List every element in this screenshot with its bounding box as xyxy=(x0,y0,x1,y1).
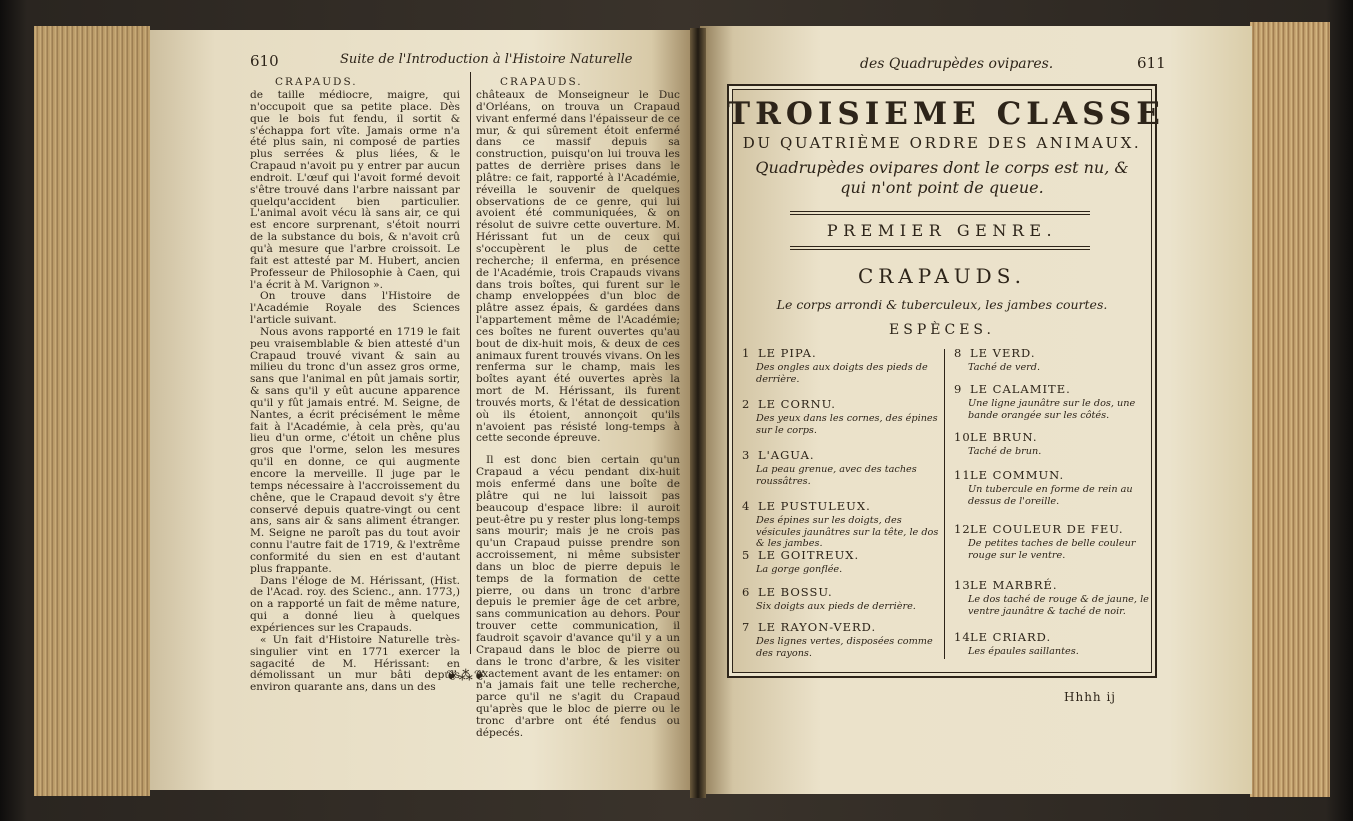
class-title: TROISIEME CLASSE xyxy=(727,96,1165,132)
species-name: LE COMMUN. xyxy=(970,468,1065,482)
species-description: La gorge gonflée. xyxy=(756,564,843,575)
genus-description: Le corps arrondi & tuberculeux, les jambes courtes. xyxy=(776,297,1108,312)
paragraph: Nous avons rapporté en 1719 le fait peu vraisemblable & bien attesté d'un Crapaud trouvé vivant & sain au milieu du tronc d'un assez gros orme, sans que l'animal en pût jamais sortir, & sans qu'il y eût aucune apparence qu'il y fût jamais entré. M. Seigne, de Nantes, a écrit précisément le même fait à l'Académie, à cela près, qu'au lieu d'un orme, c'étoit un chêne plus gros que l'orme, selon les mesures qu'il en donne, ce qui augmente encore la merveille. Il juge par le temps nécessaire à l'accroissement du chêne, que le Crapaud devoit s'y être conservé depuis quatre-vingt ou cent ans, sans air & sans aliment étranger. M. Seigne ne paroît pas du tout avoir connu l'autre fait de 1719, & l'extrême conformité du sien en est d'autant plus frappante. xyxy=(250,325,460,575)
left-text-column xyxy=(250,90,460,694)
species-name: LE MARBRÉ. xyxy=(970,578,1058,592)
genus-name: CRAPAUDS. xyxy=(857,264,1027,288)
species-number: 7 xyxy=(742,620,751,634)
species-description: Des yeux dans les cornes, des épines sur le corps. xyxy=(756,413,938,436)
paragraph: châteaux de Monseigneur le Duc d'Orléans, on trouva un Crapaud vivant enfermé dans l'épaisseur de ce mur, & qui sûrement étoit enfermé dans ce massif depuis sa construction, puisqu'on lui trouva les pattes de derrière prises dans le plâtre: ce fait, rapporté à l'Académie, réveilla le souvenir de quelques observations de ce genre, qui lui avoient été communiquées, & on résolut de suivre cette ouverture. M. Hérissant fut un de ceux qui s'occupèrent le plus de cette recherche; il enferma, en présence de l'Académie, trois Crapauds vivans dans trois boîtes, qui furent sur le champ enveloppées d'un bloc de plâtre assez épais, & gardées dans l'appartement même de l'Académie; ces boîtes ne furent ouvertes qu'au bout de dix-huit mois, & deux de ces animaux furent trouvés vivans. On les renferma sur le champ, mais les boîtes ayant été ouvertes après la mort de M. Hérissant, ils furent trouvés morts, & l'état de dessication où ils étoient, annonçoit qu'ils n'avoient pas résisté long-temps à cette seconde épreuve. xyxy=(476,89,680,445)
species-number: 8 xyxy=(954,346,963,360)
species-name: LE PUSTULEUX. xyxy=(758,499,871,513)
species-item xyxy=(954,382,1154,421)
right-page-stack xyxy=(1250,22,1330,797)
species-item xyxy=(954,630,1154,658)
species-description: Des ongles aux doigts des pieds de derrière. xyxy=(756,362,928,385)
genus-title: PREMIER GENRE. xyxy=(826,221,1058,240)
paragraph: Il est donc bien certain qu'un Crapaud a vécu pendant dix-huit mois enfermé dans une boîte de plâtre qui ne lui laissoit pas beaucoup d'espace libre: il auroit peut-être pu y rester plus long-temps sans mourir; mais je ne crois pas qu'un Crapaud puisse prendre son accroissement, ni même subsister dans un bloc de pierre depuis le temps de la formation de cette pierre, ou dans un tronc d'arbre depuis le premier âge de cet arbre, sans communication au dehors. Pour trouver cette communication, il faudroit sçavoir d'avance qu'il y a un Crapaud dans le bloc de pierre ou dans le tronc d'arbre, & les visiter exactement avant de les entamer: on n'a jamais fait une telle recherche, parce qu'il ne s'agit du Crapaud qu'après que le bloc de pierre ou le tronc d'arbre ont été fendus ou dépecés. xyxy=(476,454,680,739)
column-divider xyxy=(470,72,471,654)
species-name: LE BOSSU. xyxy=(758,585,833,599)
species-item xyxy=(742,548,942,576)
species-item xyxy=(742,346,942,385)
species-name: LE CRIARD. xyxy=(970,630,1052,644)
species-name: LE CALAMITE. xyxy=(970,382,1071,396)
right-page-number: 611 xyxy=(1137,54,1166,72)
species-item xyxy=(954,522,1154,561)
species-name: LE CORNU. xyxy=(758,397,836,411)
species-name: LE VERD. xyxy=(970,346,1036,360)
left-page-number: 610 xyxy=(250,52,279,70)
species-name: LE PIPA. xyxy=(758,346,817,360)
left-column-heading: CRAPAUDS. xyxy=(275,76,358,88)
species-description: Six doigts aux pieds de derrière. xyxy=(756,601,916,612)
species-description: La peau grenue, avec des taches roussâtres. xyxy=(756,464,917,487)
species-number: 11 xyxy=(954,468,971,482)
species-description: Les épaules saillantes. xyxy=(968,646,1079,657)
paragraph: de taille médiocre, maigre, qui n'occupoit que sa petite place. Dès que le bois fut fendu, il sortit & s'échappa fort vîte. Jamais orme n'a été plus sain, ni composé de parties plus serrées & plus liées, & le Crapaud n'avoit pu y entrer par aucun endroit. L'œuf qui l'avoit formé devoit s'être trouvé dans l'arbre naissant par quelqu'accident bien particulier. L'animal avoit vécu là sans air, ce qui est encore surprenant, s'étoit nourri de la substance du bois, & n'avoit crû qu'à mesure que l'arbre croissoit. Le fait est attesté par M. Hubert, ancien Professeur de Philosophie à Caen, qui l'a écrit à M. Varignon ». xyxy=(250,89,460,291)
species-item xyxy=(742,448,942,487)
species-name: LE BRUN. xyxy=(970,430,1038,444)
species-number: 2 xyxy=(742,397,751,411)
left-running-head: Suite de l'Introduction à l'Histoire Naturelle xyxy=(340,52,633,67)
species-item xyxy=(954,430,1154,458)
species-name: LE RAYON-VERD. xyxy=(758,620,877,634)
species-item xyxy=(742,620,942,659)
tailpiece-ornament: ❦⁂❦ xyxy=(446,668,487,684)
species-description: Le dos taché de rouge & de jaune, le ventre jaunâtre & taché de noir. xyxy=(968,594,1149,617)
species-item xyxy=(742,585,942,613)
species-item xyxy=(954,468,1154,507)
order-line: DU QUATRIÈME ORDRE DES ANIMAUX. xyxy=(742,134,1142,152)
species-description: Des lignes vertes, disposées comme des rayons. xyxy=(756,636,933,659)
species-column-divider xyxy=(944,349,945,659)
species-name: LE COULEUR DE FEU. xyxy=(970,522,1124,536)
species-description: Une ligne jaunâtre sur le dos, une bande orangée sur les côtés. xyxy=(968,398,1136,421)
species-number: 12 xyxy=(954,522,971,536)
paragraph: On trouve dans l'Histoire de l'Académie Royale des Sciences l'article suivant. xyxy=(250,290,460,327)
right-text-column xyxy=(476,90,680,740)
species-description: Des épines sur les doigts, des vésicules jaunâtres sur la tête, le dos & les jambes. xyxy=(756,515,939,549)
species-heading: ESPÈCES. xyxy=(889,322,995,338)
species-description: Taché de brun. xyxy=(968,446,1042,457)
species-description: Un tubercule en forme de rein au dessus de l'oreille. xyxy=(968,484,1133,507)
species-item xyxy=(954,578,1154,617)
paragraph: « Un fait d'Histoire Naturelle très-singulier vint en 1771 exercer la sagacité de M. Hérissant: en démolissant un mur bâti depuis environ quarante ans, dans un des xyxy=(250,633,460,694)
species-item xyxy=(954,346,1154,374)
species-number: 9 xyxy=(954,382,963,396)
species-item xyxy=(742,397,942,436)
species-number: 4 xyxy=(742,499,751,513)
signature-mark: Hhhh ij xyxy=(1064,690,1117,704)
species-number: 1 xyxy=(742,346,751,360)
species-number: 5 xyxy=(742,548,751,562)
paragraph: Dans l'éloge de M. Hérissant, (Hist. de l'Acad. roy. des Scienc., ann. 1773,) on a rapporté un fait de même nature, qui a donné lieu à quelques expériences sur les Crapauds. xyxy=(250,574,460,634)
species-number: 13 xyxy=(954,578,971,592)
species-item xyxy=(742,499,942,550)
right-running-head: des Quadrupèdes ovipares. xyxy=(860,56,1054,72)
right-column-heading: CRAPAUDS. xyxy=(500,76,583,88)
species-number: 10 xyxy=(954,430,971,444)
species-name: L'AGUA. xyxy=(758,448,815,462)
species-number: 6 xyxy=(742,585,751,599)
species-number: 3 xyxy=(742,448,751,462)
double-rule-top xyxy=(790,211,1090,212)
class-description: Quadrupèdes ovipares dont le corps est nu, & qui n'ont point de queue. xyxy=(755,158,1129,197)
left-page-stack xyxy=(34,26,150,796)
double-rule-bottom xyxy=(790,246,1090,247)
species-description: Taché de verd. xyxy=(968,362,1041,373)
book-gutter xyxy=(690,28,706,798)
species-number: 14 xyxy=(954,630,971,644)
species-description: De petites taches de belle couleur rouge sur le ventre. xyxy=(968,538,1136,561)
species-name: LE GOITREUX. xyxy=(758,548,860,562)
